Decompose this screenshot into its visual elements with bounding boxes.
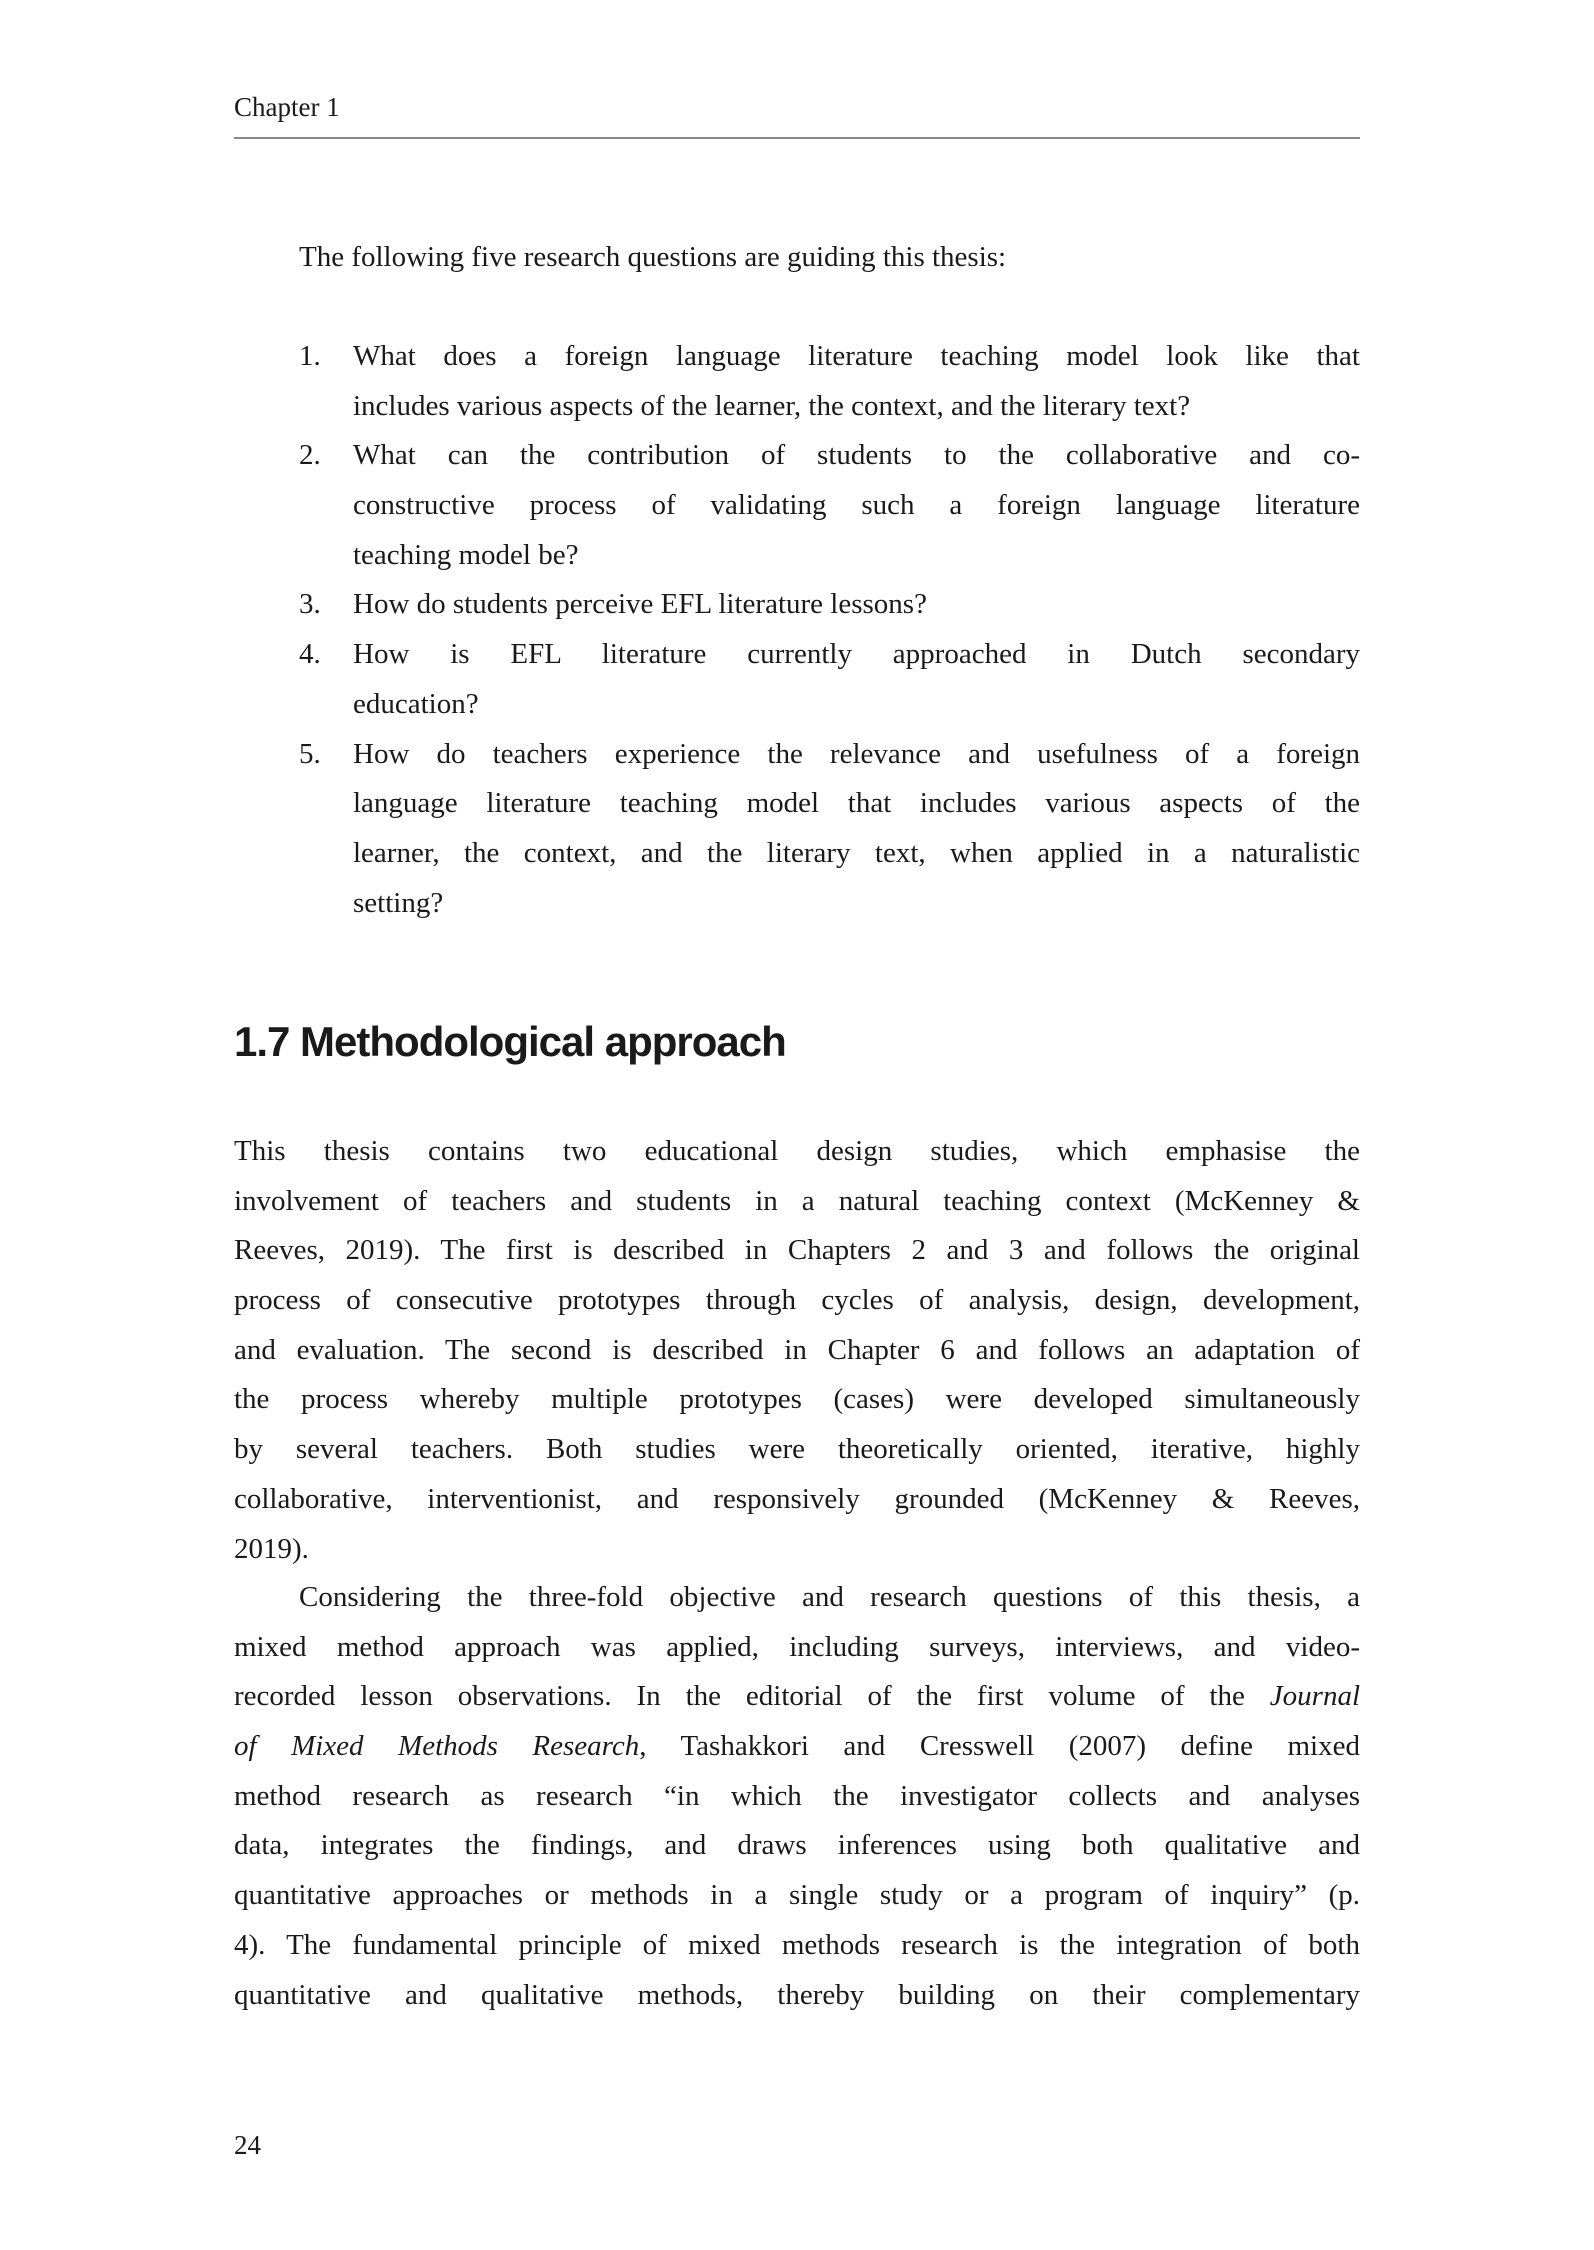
- paragraph-line: [234, 1573, 1360, 1623]
- page-number: 24: [234, 2130, 261, 2160]
- running-head-chapter: Chapter 1: [234, 92, 340, 122]
- text-segment: process of consecutive prototypes through cycles of analysis, design, development,: [234, 1284, 1360, 1317]
- header-rule: [234, 137, 1360, 139]
- text-segment: collaborative, interventionist, and responsively grounded (McKenney & Reeves,: [234, 1482, 1360, 1515]
- text-segment: mixed method approach was applied, including surveys, interviews, and video-: [234, 1630, 1360, 1663]
- question-number: 1.: [299, 340, 321, 372]
- text-segment: , Tashakkori and Cresswell (2007) define mixed: [639, 1730, 1360, 1763]
- research-question-item: [299, 431, 1360, 580]
- question-line: How is EFL literature currently approached in Dutch secondary: [353, 638, 1360, 671]
- question-line: learner, the context, and the literary text, when applied in a naturalistic: [353, 836, 1360, 869]
- paragraph-line: [234, 1276, 1360, 1326]
- text-segment: 4). The fundamental principle of mixed methods research is the integration of both: [234, 1928, 1360, 1961]
- paragraph-line: [234, 1375, 1360, 1425]
- paragraph-line: [234, 1226, 1360, 1276]
- research-questions-list: [299, 332, 1360, 928]
- question-line: What does a foreign language literature teaching model look like that: [353, 340, 1360, 372]
- paragraph-line: [234, 1475, 1360, 1525]
- question-line: constructive process of validating such a foreign language literature: [353, 489, 1360, 522]
- paragraph-line: [234, 1921, 1360, 1971]
- paragraph-line: [234, 1821, 1360, 1871]
- paragraph-line: [234, 1871, 1360, 1921]
- question-line: includes various aspects of the learner, the context, and the literary text?: [353, 389, 1191, 422]
- question-line: language literature teaching model that includes various aspects of the: [353, 787, 1360, 820]
- text-segment: Considering the three-fold objective and research questions of this thesis, a: [299, 1581, 1360, 1613]
- question-line: What can the contribution of students to the collaborative and co-: [353, 439, 1360, 472]
- intro-text: [299, 233, 1360, 283]
- text-segment: recorded lesson observations. In the editorial of the first volume of the: [234, 1680, 1270, 1713]
- text-segment: the process whereby multiple prototypes (cases) were developed simultaneously: [234, 1383, 1360, 1416]
- paragraph-1: [234, 1127, 1360, 1574]
- text-segment: method research as research “in which the investigator collects and analyses: [234, 1779, 1360, 1812]
- text-segment: Reeves, 2019). The first is described in Chapters 2 and 3 and follows the original: [234, 1234, 1360, 1267]
- text-segment: 2019).: [234, 1532, 309, 1565]
- question-line: setting?: [353, 886, 444, 919]
- text-segment: and evaluation. The second is described in Chapter 6 and follows an adaptation of: [234, 1333, 1360, 1366]
- question-number: 5.: [299, 737, 321, 770]
- question-line: teaching model be?: [353, 538, 579, 571]
- research-question-item: [299, 730, 1360, 929]
- question-line: How do teachers experience the relevance and usefulness of a foreign: [353, 737, 1360, 770]
- paragraph-line: [234, 1672, 1360, 1722]
- text-segment: quantitative approaches or methods in a single study or a program of inquiry” (p.: [234, 1879, 1360, 1912]
- text-segment: This thesis contains two educational design studies, which emphasise the: [234, 1135, 1360, 1167]
- text-segment: involvement of teachers and students in a natural teaching context (McKenney &: [234, 1184, 1360, 1217]
- text-segment: data, integrates the findings, and draws inferences using both qualitative and: [234, 1829, 1360, 1862]
- question-number: 2.: [299, 439, 321, 472]
- paragraph-line: [234, 1326, 1360, 1376]
- question-number: 4.: [299, 638, 321, 671]
- italic-title: Journal: [1269, 1680, 1360, 1713]
- section-heading: 1.7 Methodological approach: [234, 1018, 786, 1065]
- research-question-item: [299, 630, 1360, 729]
- research-question-item: [299, 580, 1360, 630]
- paragraph-line: [234, 1623, 1360, 1673]
- paragraph-line: [234, 1425, 1360, 1475]
- paragraph-line: [234, 1772, 1360, 1822]
- paragraph-line: [234, 1971, 1360, 2021]
- italic-title: of Mixed Methods Research: [234, 1730, 640, 1763]
- intro-line: The following five research questions are guiding this thesis:: [299, 241, 1007, 273]
- question-number: 3.: [299, 588, 321, 621]
- research-question-item: [299, 332, 1360, 431]
- question-line: education?: [353, 687, 479, 720]
- paragraph-line: [234, 1722, 1360, 1772]
- paragraph-line: [234, 1525, 1360, 1575]
- text-segment: quantitative and qualitative methods, thereby building on their complementary: [234, 1978, 1360, 2011]
- paragraph-2: [234, 1573, 1360, 2020]
- paragraph-line: [234, 1177, 1360, 1227]
- text-segment: by several teachers. Both studies were theoretically oriented, iterative, highly: [234, 1433, 1360, 1466]
- paragraph-line: [234, 1127, 1360, 1177]
- question-line: How do students perceive EFL literature lessons?: [353, 588, 927, 621]
